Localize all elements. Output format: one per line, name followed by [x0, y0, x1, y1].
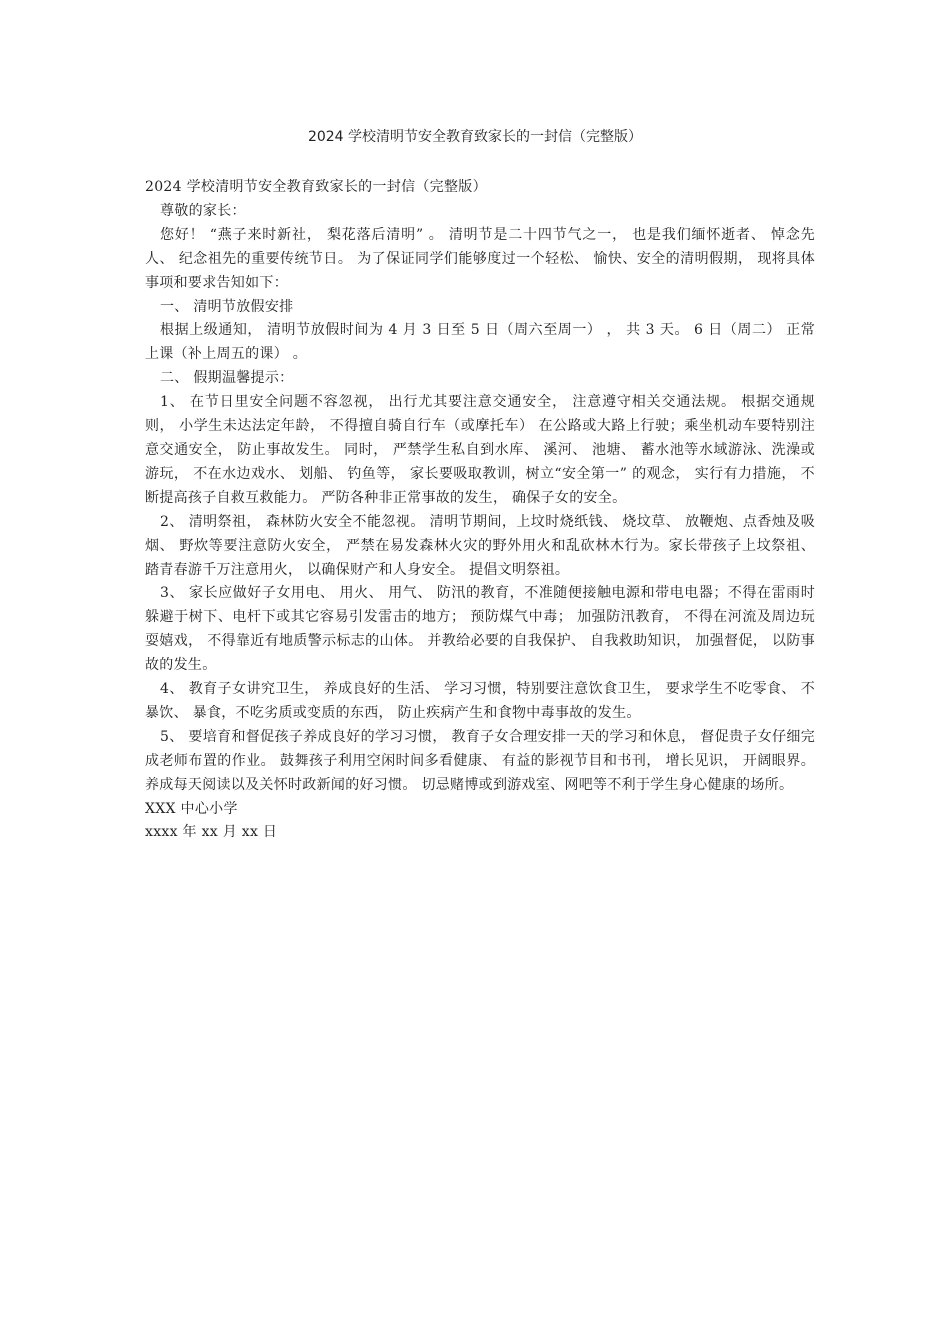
tip-2-paragraph: 2、 清明祭祖， 森林防火安全不能忽视。 清明节期间，上坟时烧纸钱、 烧坟草、 放鞭炮、点香烛及吸烟、 野炊等要注意防火安全， 严禁在易发森林火灾的野外用火和乱砍林木行为。家长带孩子上坟祭祖、 踏青春游千万注意用火， 以确保财产和人身安全。 提倡文明祭祖。: [145, 513, 815, 578]
letter-date: xxxx 年 xx 月 xx 日: [145, 824, 278, 841]
intro-paragraph: 您好！ “燕子来时新社， 梨花落后清明” 。 清明节是二十四节气之一， 也是我们缅怀逝者、 悼念先人、 纪念祖先的重要传统节日。 为了保证同学们能够度过一个轻松、 愉快、安全的清明假期， 现将具体事项和要求告知如下：: [145, 226, 815, 291]
signature: XXX 中心小学: [145, 800, 238, 817]
section-2-heading: 二、 假期温馨提示：: [160, 370, 294, 387]
section-1-heading: 一、 清明节放假安排: [160, 298, 294, 315]
page-title: 2024 学校清明节安全教育致家长的一封信（完整版）: [307, 129, 643, 145]
tip-1-paragraph: 1、 在节日里安全问题不容忽视， 出行尤其要注意交通安全， 注意遵守相关交通法规。 根据交通规则， 小学生未达法定年龄， 不得擅自骑自行车（或摩托车） 在公路或大路上行驶；乘坐机动车要特别注意交通安全， 防止事故发生。 同时， 严禁学生私自到水库、 溪河、 池塘、 蓄水池等水域游泳、洗澡或游玩， 不在水边戏水、 划船、 钓鱼等， 家长要吸取教训，树立“安全第一” 的观念， 实行有力措施， 不断提高孩子自救互救能力。 严防各种非正常事故的发生， 确保子女的安全。: [145, 394, 815, 506]
letter-body: [145, 176, 815, 845]
tip-3-paragraph: 3、 家长应做好子女用电、 用火、 用气、 防汛的教育，不准随便接触电源和带电电器；不得在雷雨时躲避于树下、电杆下或其它容易引发雷击的地方； 预防煤气中毒； 加强防汛教育， 不得在河流及周边玩耍嬉戏， 不得靠近有地质警示标志的山体。 并教给必要的自我保护、 自我救助知识， 加强督促， 以防事故的发生。: [145, 585, 815, 674]
tip-4-paragraph: 4、 教育子女讲究卫生， 养成良好的生活、 学习习惯，特别要注意饮食卫生， 要求学生不吃零食、 不暴饮、 暴食，不吃劣质或变质的东西， 防止疾病产生和食物中毒事故的发生。: [145, 681, 815, 721]
tip-5-paragraph: 5、 要培育和督促孩子养成良好的学习习惯， 教育子女合理安排一天的学习和休息， 督促贵子女仔细完成老师布置的作业。 鼓舞孩子利用空闲时间多看健康、 有益的影视节目和书刊， 增长见识， 开阔眼界。 养成每天阅读以及关怀时政新闻的好习惯。 切忌赌博或到游戏室、网吧等不利于学生身心健康的场所。: [145, 728, 815, 793]
letter-subtitle: 2024 学校清明节安全教育致家长的一封信（完整版）: [145, 179, 487, 195]
section-1-text: 根据上级通知， 清明节放假时间为 4 月 3 日至 5 日（周六至周一） ， 共 3 天。 6 日（周二） 正常上课（补上周五的课） 。: [145, 322, 815, 363]
salutation: 尊敬的家长：: [160, 202, 246, 219]
